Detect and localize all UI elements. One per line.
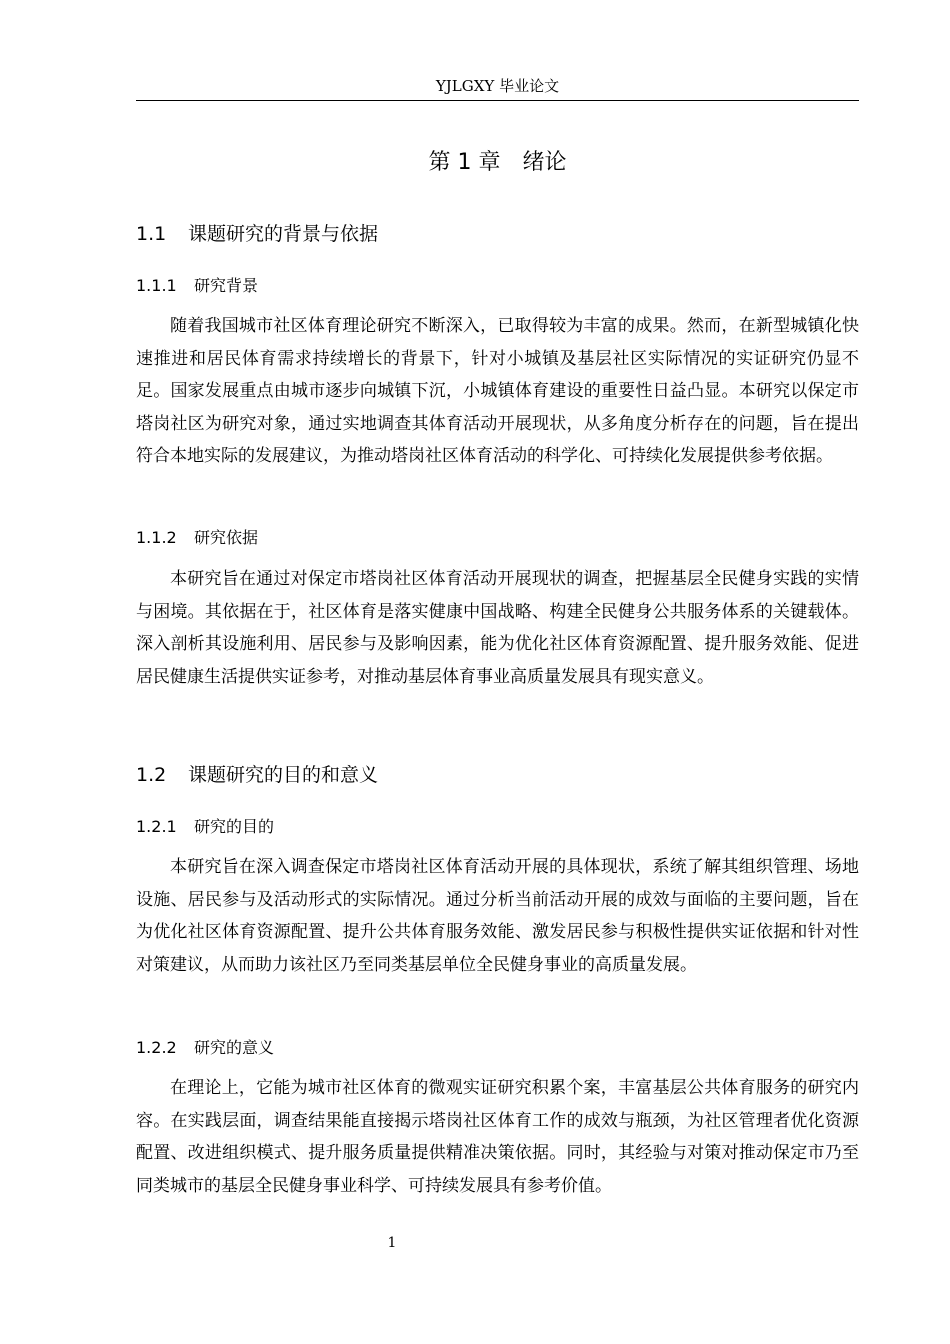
subsection-heading-1-2-1 bbox=[136, 816, 859, 838]
paragraph-research-significance: 在理论上，它能为城市社区体育的微观实证研究积累个案，丰富基层公共体育服务的研究内容。在实践层面，调查结果能直接揭示塔岗社区体育工作的成效与瓶颈，为社区管理者优化资源配置、改进组织模式、提升服务质量提供精准决策依据。同时，其经验与对策对推动保定市乃至同类城市的基层全民健身事业科学、可持续发展具有参考价值。 bbox=[136, 1078, 859, 1196]
subsection-number: 1.1.1 bbox=[136, 276, 177, 295]
subsection-title: 研究的目的 bbox=[194, 817, 275, 836]
subsection-number: 1.2.2 bbox=[136, 1038, 177, 1057]
chapter-title: 第 1 章 绪论 bbox=[428, 150, 567, 175]
paragraph-research-purpose: 本研究旨在深入调查保定市塔岗社区体育活动开展的具体现状，系统了解其组织管理、场地设施、居民参与及活动形式的实际情况。通过分析当前活动开展的成效与面临的主要问题，旨在为优化社区体育资源配置、提升公共体育服务效能、激发居民参与积极性提供实证依据和针对性对策建议，从而助力该社区乃至同类基层单位全民健身事业的高质量发展。 bbox=[136, 857, 859, 975]
subsection-number: 1.1.2 bbox=[136, 528, 177, 547]
subsection-title: 研究背景 bbox=[194, 276, 259, 295]
section-number: 1.1 bbox=[136, 223, 167, 245]
subsection-heading-1-1-1 bbox=[136, 275, 859, 297]
section-heading-1-2 bbox=[136, 762, 859, 788]
paragraph-research-background: 随着我国城市社区体育理论研究不断深入，已取得较为丰富的成果。然而，在新型城镇化快速推进和居民体育需求持续增长的背景下，针对小城镇及基层社区实际情况的实证研究仍显不足。国家发展重点由城市逐步向城镇下沉，小城镇体育建设的重要性日益凸显。本研究以保定市塔岗社区为研究对象，通过实地调查其体育活动开展现状，从多角度分析存在的问题，旨在提出符合本地实际的发展建议，为推动塔岗社区体育活动的科学化、可持续化发展提供参考依据。 bbox=[136, 316, 859, 466]
subsection-number: 1.2.1 bbox=[136, 817, 177, 836]
section-title: 课题研究的目的和意义 bbox=[188, 764, 379, 786]
subsection-heading-1-1-2 bbox=[136, 527, 859, 549]
subsection-title: 研究依据 bbox=[194, 528, 259, 547]
page-number: 1 bbox=[387, 1235, 397, 1251]
section-heading-1-1 bbox=[136, 221, 859, 247]
section-title: 课题研究的背景与依据 bbox=[188, 223, 379, 245]
page-header: YJLGXY 毕业论文 bbox=[435, 77, 560, 95]
header-divider bbox=[136, 100, 859, 101]
subsection-title: 研究的意义 bbox=[194, 1038, 275, 1057]
section-number: 1.2 bbox=[136, 764, 167, 786]
paragraph-research-basis: 本研究旨在通过对保定市塔岗社区体育活动开展现状的调查，把握基层全民健身实践的实情与困境。其依据在于，社区体育是落实健康中国战略、构建全民健身公共服务体系的关键载体。深入剖析其设施利用、居民参与及影响因素，能为优化社区体育资源配置、提升服务效能、促进居民健康生活提供实证参考，对推动基层体育事业高质量发展具有现实意义。 bbox=[136, 569, 859, 687]
subsection-heading-1-2-2 bbox=[136, 1037, 859, 1059]
